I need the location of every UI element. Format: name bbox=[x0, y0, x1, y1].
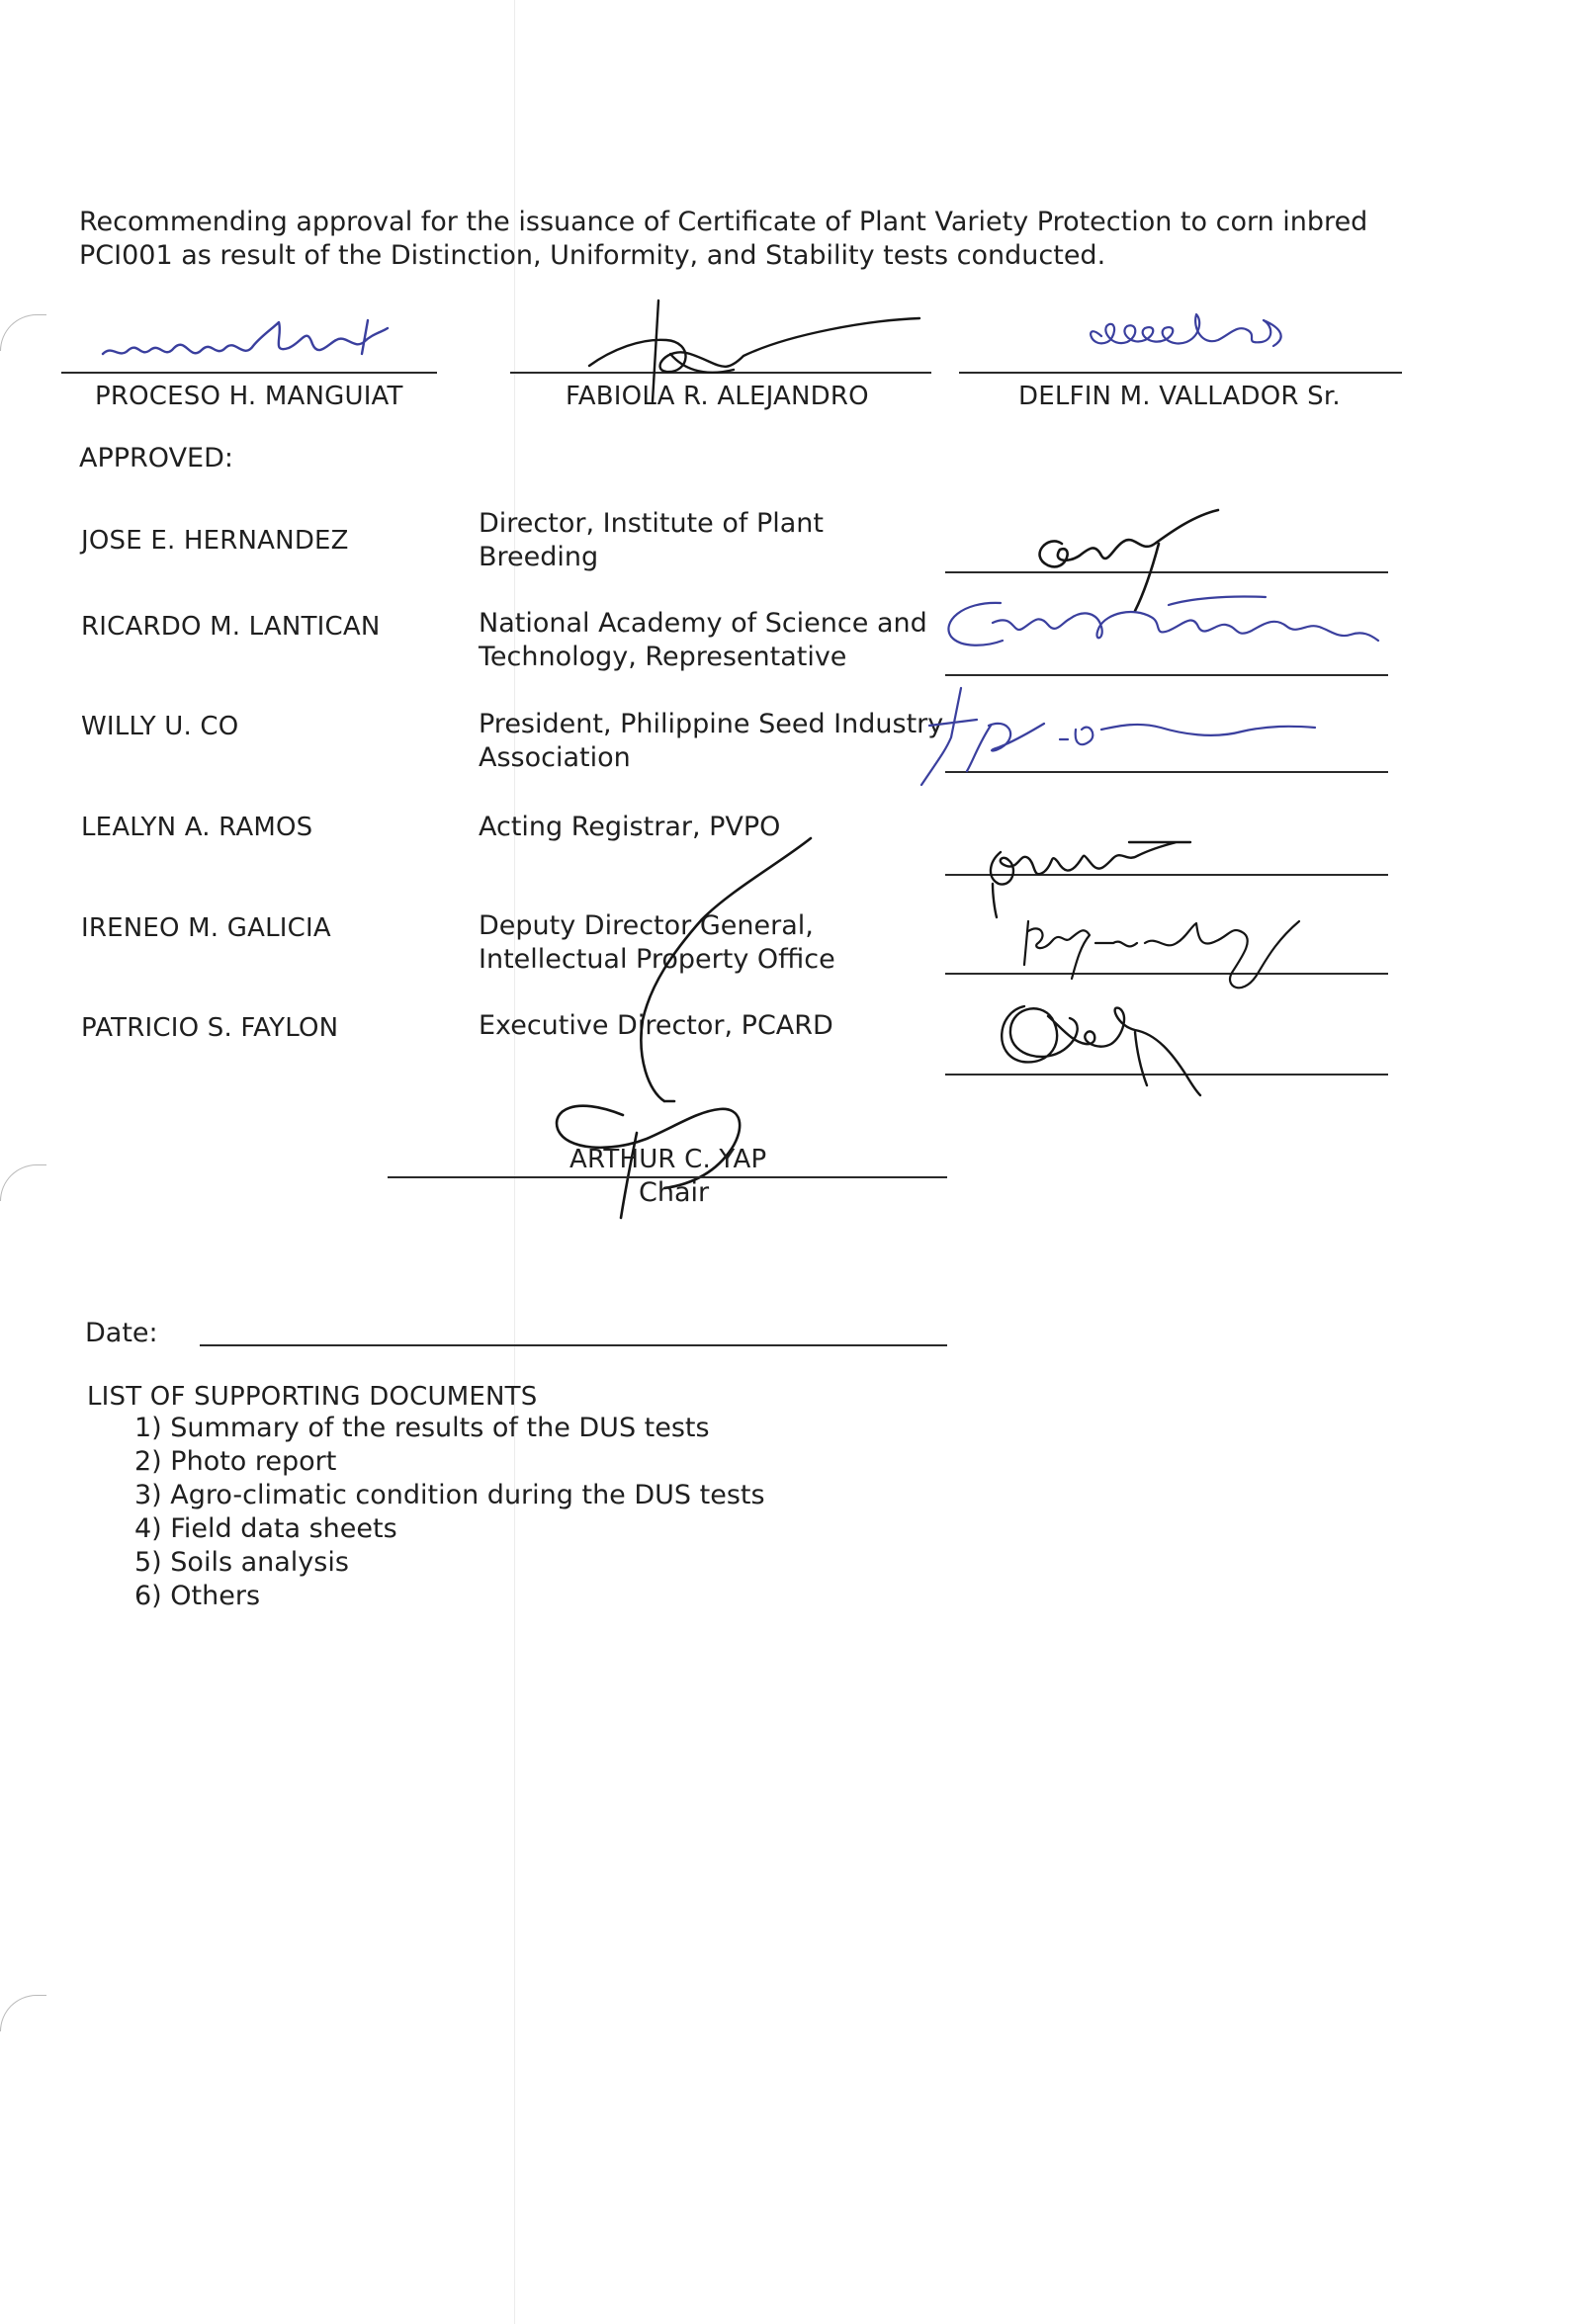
chair-title: Chair bbox=[639, 1177, 710, 1208]
signature-line bbox=[959, 372, 1402, 374]
supporting-docs-heading: LIST OF SUPPORTING DOCUMENTS bbox=[87, 1382, 538, 1412]
approver-title: National Academy of Science and bbox=[479, 608, 927, 639]
list-item: 1) Summary of the results of the DUS tests bbox=[134, 1413, 710, 1443]
list-item: 2) Photo report bbox=[134, 1446, 337, 1477]
scan-edge-mark bbox=[0, 314, 46, 351]
list-item: 6) Others bbox=[134, 1581, 261, 1611]
approver-title: Breeding bbox=[479, 542, 599, 572]
handwritten-signature bbox=[571, 295, 927, 405]
approver-title: Director, Institute of Plant bbox=[479, 508, 824, 539]
approver-title: Technology, Representative bbox=[479, 642, 847, 672]
handwritten-signature bbox=[95, 314, 401, 376]
scan-fold-line bbox=[514, 0, 515, 2324]
list-item: 4) Field data sheets bbox=[134, 1513, 397, 1544]
handwritten-signature bbox=[979, 822, 1206, 921]
intro-line-1: Recommending approval for the issuance of Certificate of Plant Variety Protection to corn inbred bbox=[79, 207, 1368, 237]
approver-name: RICARDO M. LANTICAN bbox=[81, 612, 381, 642]
approver-title: Intellectual Property Office bbox=[479, 944, 835, 975]
signature-line bbox=[945, 674, 1388, 676]
handwritten-signature bbox=[916, 682, 1321, 793]
approver-name: PATRICIO S. FAYLON bbox=[81, 1013, 339, 1043]
supporting-docs-list bbox=[134, 1412, 765, 1613]
approver-name: IRENEO M. GALICIA bbox=[81, 913, 331, 943]
intro-line-2: PCI001 as result of the Distinction, Uniformity, and Stability tests conducted. bbox=[79, 240, 1106, 271]
list-item: 5) Soils analysis bbox=[134, 1547, 349, 1578]
recommender-name: PROCESO H. MANGUIAT bbox=[95, 382, 403, 411]
handwritten-signature bbox=[1080, 302, 1297, 364]
approver-name: JOSE E. HERNANDEZ bbox=[81, 526, 349, 556]
date-label: Date: bbox=[85, 1318, 158, 1348]
approver-title: Executive Director, PCARD bbox=[479, 1010, 833, 1041]
approved-label: APPROVED: bbox=[79, 443, 233, 473]
list-item: 3) Agro-climatic condition during the DUS tests bbox=[134, 1480, 765, 1510]
approver-name: LEALYN A. RAMOS bbox=[81, 813, 313, 842]
recommender-name: FABIOLA R. ALEJANDRO bbox=[566, 382, 869, 411]
scan-edge-mark bbox=[0, 1995, 46, 2031]
handwritten-signature bbox=[939, 583, 1384, 672]
approver-title: Association bbox=[479, 742, 631, 773]
recommender-name: DELFIN M. VALLADOR Sr. bbox=[1018, 382, 1341, 411]
date-line bbox=[200, 1344, 947, 1346]
approver-title: President, Philippine Seed Industry bbox=[479, 709, 944, 739]
scan-edge-mark bbox=[0, 1164, 46, 1201]
handwritten-signature bbox=[989, 987, 1206, 1101]
chair-name: ARTHUR C. YAP bbox=[569, 1145, 767, 1174]
approver-title: Deputy Director General, bbox=[479, 910, 814, 941]
approver-name: WILLY U. CO bbox=[81, 712, 239, 741]
approver-title: Acting Registrar, PVPO bbox=[479, 812, 781, 842]
